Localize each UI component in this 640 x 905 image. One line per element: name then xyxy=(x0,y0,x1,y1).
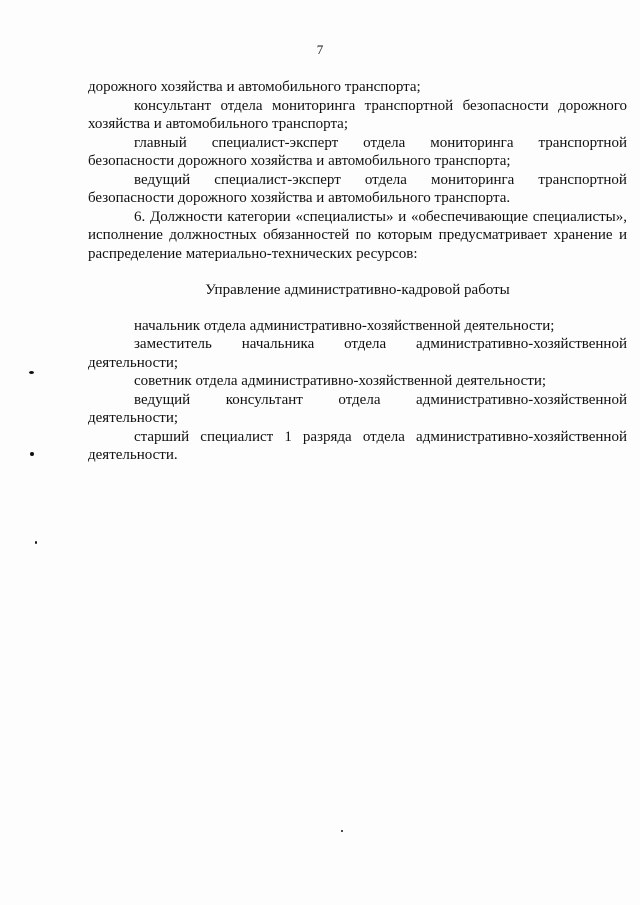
document-body xyxy=(88,78,627,465)
paragraph-continuation: дорожного хозяйства и автомобильного транспорта; xyxy=(88,79,421,95)
list-item-senior-specialist: старший специалист 1 разряда отдела административно-хозяйственной деятельности. xyxy=(88,428,627,463)
scan-artifact-mark xyxy=(30,452,34,456)
word: мониторинга xyxy=(430,134,514,151)
list-item-advisor: советник отдела административно-хозяйственной деятельности; xyxy=(134,373,547,389)
word: административно-хозяйственной xyxy=(416,391,627,408)
page-number: 7 xyxy=(316,42,324,57)
list-item-chief-specialist xyxy=(88,134,627,171)
word: главный xyxy=(134,134,187,151)
section-title: Управление административно-кадровой работы xyxy=(205,282,510,298)
scan-artifact-mark xyxy=(341,830,343,832)
list-item-deputy-head-rest: деятельности; xyxy=(88,354,179,371)
word: мониторинга xyxy=(431,171,515,188)
list-item-leading-consultant-first-line xyxy=(88,391,627,410)
list-item-deputy-head xyxy=(88,335,627,372)
list-item-consultant: консультант отдела мониторинга транспортной безопасности дорожного хозяйства и автомобильного транспорта; xyxy=(88,97,627,132)
list-item-leading-specialist xyxy=(88,171,627,208)
list-item-leading-specialist-rest: безопасности дорожного хозяйства и автомобильного транспорта. xyxy=(88,190,511,206)
word: отдела xyxy=(338,391,381,408)
list-item-deputy-head-first-line xyxy=(88,335,627,354)
word: начальника xyxy=(241,336,315,352)
word: ведущий xyxy=(134,391,191,408)
word: транспортной xyxy=(538,171,627,188)
word: специалист-эксперт xyxy=(211,134,339,151)
word: транспортной xyxy=(538,134,627,151)
list-item-chief-specialist-first-line xyxy=(88,134,627,153)
list-item-leading-consultant xyxy=(88,391,627,428)
word: административно-хозяйственной xyxy=(416,336,627,352)
scan-artifact-mark xyxy=(29,371,34,374)
list-item-department-head: начальник отдела административно-хозяйственной деятельности; xyxy=(134,317,555,334)
word: заместитель xyxy=(134,336,212,352)
word: отдела xyxy=(364,171,407,188)
list-item-leading-specialist-first-line xyxy=(88,171,627,190)
word: отдела xyxy=(363,134,406,151)
scan-artifact-mark xyxy=(35,541,37,544)
list-item-chief-specialist-rest: безопасности дорожного хозяйства и автомобильного транспорта; xyxy=(88,153,511,169)
word: ведущий xyxy=(134,171,191,188)
list-item-leading-consultant-rest: деятельности; xyxy=(88,410,179,426)
word: консультант xyxy=(225,391,303,408)
clause-6: 6. Должности категории «специалисты» и «обеспечивающие специалисты», исполнение должностных обязанностей по которым предусматривает хранение и распределение материально-технических ресурсов: xyxy=(88,208,627,262)
word: отдела xyxy=(344,336,387,352)
word: специалист-эксперт xyxy=(214,171,341,188)
